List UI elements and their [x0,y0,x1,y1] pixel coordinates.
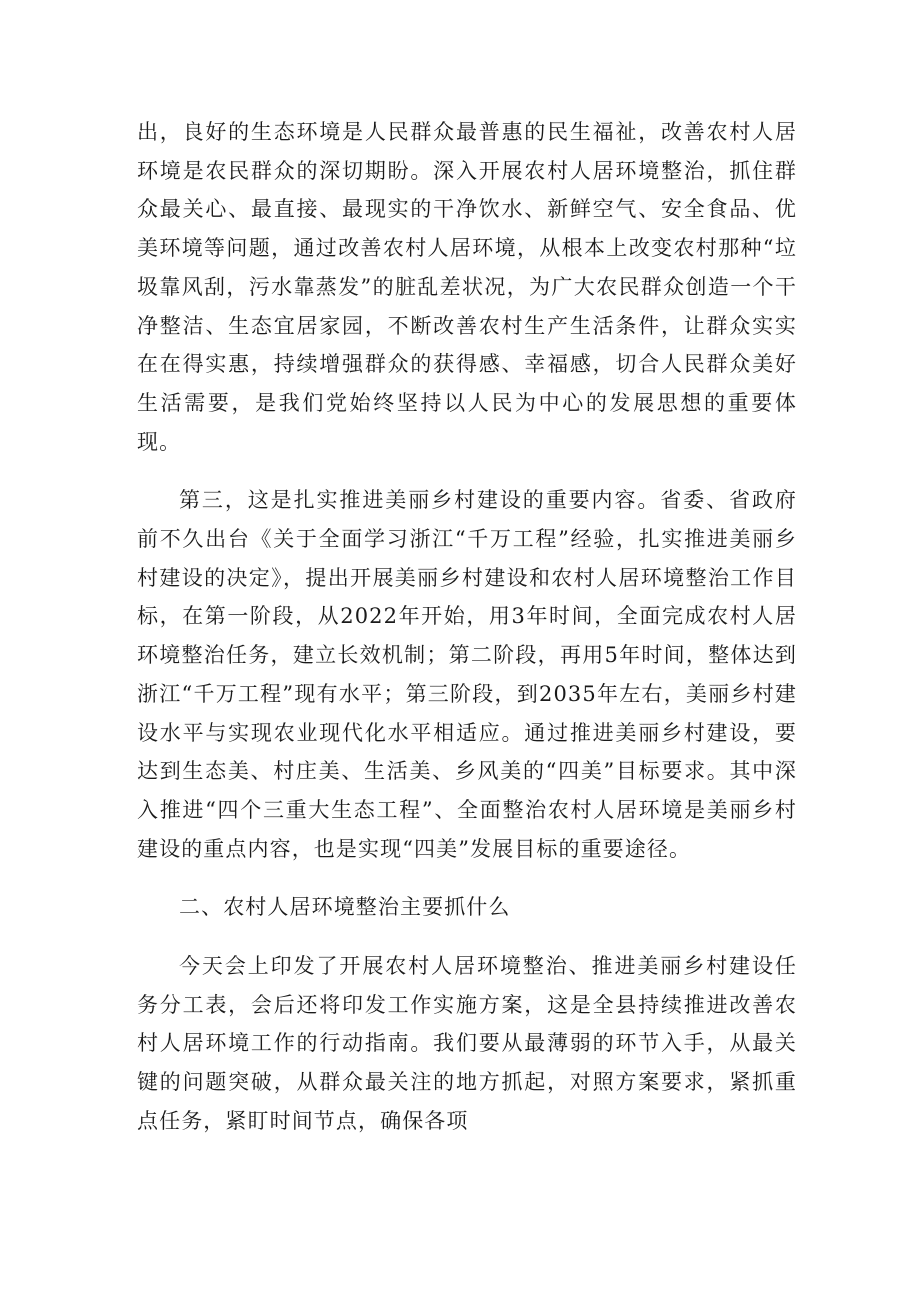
section-heading: 二、农村人居环境整治主要抓什么 [179,895,511,920]
document-body [137,113,797,1141]
paragraph-task-overview: 今天会上印发了开展农村人居环境整治、推进美丽乡村建设任务分工表，会后还将印发工作实施方案，这是全县持续推进改善农村人居环境工作的行动指南。我们要从最薄弱的环节入手，从最关键的问题突破，从群众最关注的地方抓起，对照方案要求，紧抓重点任务，紧盯时间节点，确保各项 [137,954,797,1133]
paragraph-continuation: 出，良好的生态环境是人民群众最普惠的民生福祉，改善农村人居环境是农民群众的深切期盼。深入开展农村人居环境整治，抓住群众最关心、最直接、最现实的干净饮水、新鲜空气、安全食品、优美环境等问题，通过改善农村人居环境，从根本上改变农村那种“垃圾靠风刮，污水靠蒸发”的脏乱差状况，为广大农民群众创造一个干净整洁、生态宜居家园，不断改善农村生产生活条件，让群众实实在在得实惠，持续增强群众的获得感、幸福感，切合人民群众美好生活需要，是我们党始终坚持以人民为中心的发展思想的重要体现。 [137,120,797,454]
paragraph-third-point: 第三，这是扎实推进美丽乡村建设的重要内容。省委、省政府前不久出台《关于全面学习浙江“千万工程”经验，扎实推进美丽乡村建设的决定》，提出开展美丽乡村建设和农村人居环境整治工作目标，在第一阶段，从2022年开始，用3年时间，全面完成农村人居环境整治任务，建立长效机制；第二阶段，再用5年时间，整体达到浙江“千万工程”现有水平；第三阶段，到2035年左右，美丽乡村建设水平与实现农业现代化水平相适应。通过推进美丽乡村建设，要达到生态美、村庄美、生活美、乡风美的“四美”目标要求。其中深入推进“四个三重大生态工程”、全面整治农村人居环境是美丽乡村建设的重点内容，也是实现“四美”发展目标的重要途径。 [137,488,797,861]
